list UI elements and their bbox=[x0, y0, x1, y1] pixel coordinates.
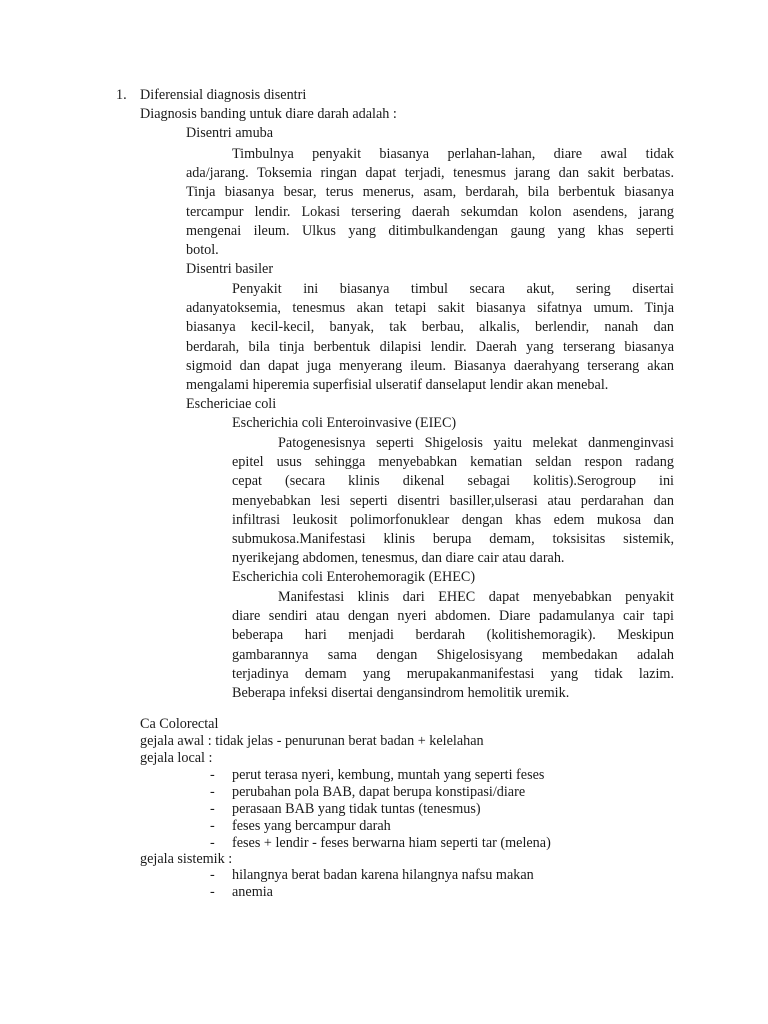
list-number: 1. bbox=[116, 87, 127, 103]
subheading-basiler: Disentri basiler bbox=[186, 261, 274, 277]
paragraph-line: berdarah, bila tinja berbentuk dilapisi lendir. Daerah yang terserang biasanya bbox=[186, 338, 674, 355]
subheading-ehec: Escherichia coli Enterohemoragik (EHEC) bbox=[232, 569, 476, 585]
list-item: feses + lendir - feses berwarna hiam seperti tar (melena) bbox=[232, 834, 551, 851]
list-item: perasaan BAB yang tidak tuntas (tenesmus) bbox=[232, 800, 481, 817]
section-title: Diferensial diagnosis disentri bbox=[140, 87, 307, 103]
paragraph-line: nyerikejang abdomen, tenesmus, dan diare cair atau darah. bbox=[232, 550, 565, 567]
local-symptoms-title: gejala local : bbox=[140, 750, 213, 766]
paragraph-line: Manifestasi klinis dari EHEC dapat menyebabkan penyakit bbox=[278, 589, 674, 605]
paragraph-line: terjadinya demam yang merupakanmanifestasi yang tidak lazim. bbox=[232, 665, 674, 682]
paragraph-line: gambarannya sama dengan Shigelosisyang membedakan adalah bbox=[232, 646, 674, 663]
bullet-dash: - bbox=[210, 884, 215, 900]
paragraph-line: sigmoid dan dapat juga menyerang ileum. Biasanya daerahyang terserang akan bbox=[186, 357, 674, 374]
paragraph-line: beberapa hari menjadi berdarah (kolitishemoragik). Meskipun bbox=[232, 627, 674, 644]
bullet-dash: - bbox=[210, 867, 215, 883]
paragraph-line: mengenai ileum. Ulkus yang ditimbulkandengan gaung yang khas seperti bbox=[186, 222, 674, 239]
subheading-ecoli: Eschericiae coli bbox=[186, 396, 277, 412]
paragraph-line: Patogenesisnya seperti Shigelosis yaitu melekat danmenginvasi bbox=[278, 435, 674, 451]
list-item: perubahan pola BAB, dapat berupa konstipasi/diare bbox=[232, 783, 526, 800]
paragraph-line: Timbulnya penyakit biasanya perlahan-lahan, diare awal tidak bbox=[232, 146, 674, 162]
paragraph-line: epitel usus sehingga menyebabkan kematian seldan respon radang bbox=[232, 454, 674, 471]
paragraph-line: biasanya kecil-kecil, banyak, tak berbau, alkalis, berlendir, nanah dan bbox=[186, 319, 674, 336]
paragraph-line: cepat (secara klinis dikenal sebagai kolitis).Serogroup ini bbox=[232, 473, 674, 490]
paragraph-line: diare sendiri atau dengan nyeri abdomen. Diare padamulanya cair tapi bbox=[232, 608, 674, 625]
subheading-colorectal: Ca Colorectal bbox=[140, 716, 219, 732]
subheading-eiec: Escherichia coli Enteroinvasive (EIEC) bbox=[232, 415, 457, 431]
paragraph-line: adanyatoksemia, tenesmus akan tetapi sakit biasanya sifatnya umum. Tinja bbox=[186, 300, 674, 317]
list-item: feses yang bercampur darah bbox=[232, 817, 391, 834]
bullet-dash: - bbox=[210, 834, 215, 851]
paragraph-line: infiltrasi leukosit polimorfonuklear dengan khas edem mukosa dan bbox=[232, 511, 674, 528]
list-item: anemia bbox=[232, 884, 273, 900]
bullet-dash: - bbox=[210, 767, 215, 783]
subheading-amuba: Disentri amuba bbox=[186, 125, 274, 141]
paragraph-line: ada/jarang. Toksemia ringan dapat terjadi, tenesmus jarang dan sakit berbatas. bbox=[186, 165, 674, 182]
bullet-dash: - bbox=[210, 783, 215, 800]
paragraph-line: Beberapa infeksi disertai dengansindrom hemolitik uremik. bbox=[232, 685, 570, 701]
systemic-symptoms-title: gejala sistemik : bbox=[140, 851, 233, 867]
early-symptoms: gejala awal : tidak jelas - penurunan berat badan + kelelahan bbox=[140, 733, 484, 749]
list-item: hilangnya berat badan karena hilangnya nafsu makan bbox=[232, 867, 534, 883]
paragraph-line: Tinja biasanya besar, terus menerus, asam, berdarah, bila berbentuk biasanya bbox=[186, 184, 674, 201]
list-item: perut terasa nyeri, kembung, muntah yang seperti feses bbox=[232, 767, 545, 783]
paragraph-line: mengalami hiperemia superfisial ulseratif danselaput lendir akan menebal. bbox=[186, 377, 609, 393]
paragraph-line: botol. bbox=[186, 242, 219, 258]
paragraph-line: Penyakit ini biasanya timbul secara akut, sering disertai bbox=[232, 281, 674, 297]
paragraph-line: menyebabkan lesi seperti disentri basiller,ulserasi atau perdarahan dan bbox=[232, 492, 674, 509]
paragraph-line: tercampur lendir. Lokasi tersering daerah sekumdan kolon asendens, jarang bbox=[186, 203, 674, 220]
paragraph-line: submukosa.Manifestasi klinis berupa demam, toksisitas sistemik, bbox=[232, 531, 674, 547]
bullet-dash: - bbox=[210, 817, 215, 834]
section-intro: Diagnosis banding untuk diare darah adalah : bbox=[140, 106, 397, 122]
bullet-dash: - bbox=[210, 800, 215, 817]
